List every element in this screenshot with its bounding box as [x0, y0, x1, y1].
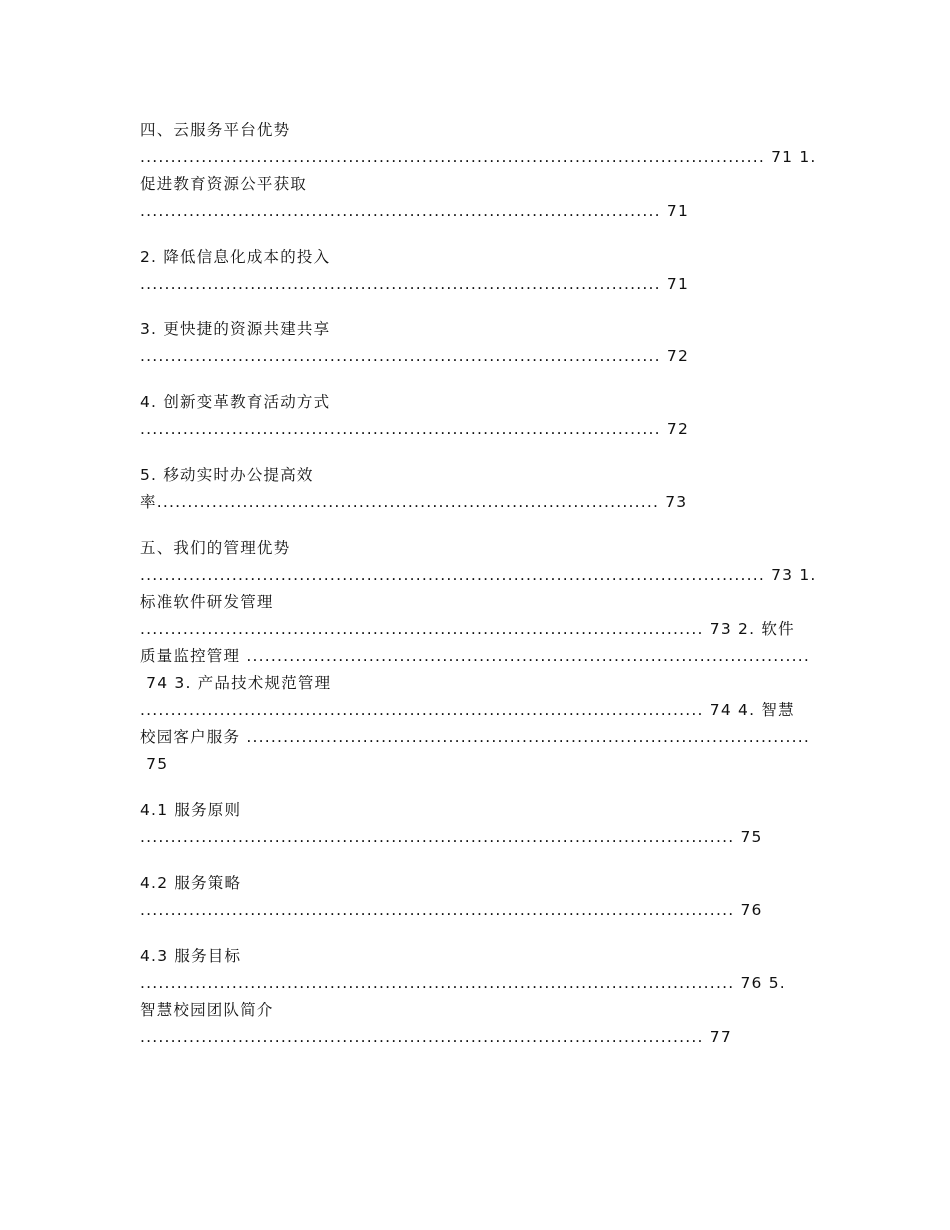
toc-line: 4.2 服务策略: [140, 874, 242, 892]
toc-line: 2. 降低信息化成本的投入: [140, 248, 331, 266]
toc-line: ................................................................................................. 75: [140, 828, 763, 846]
toc-line: ..................................................................................... 71: [140, 202, 690, 220]
toc-line: 5. 移动实时办公提高效: [140, 466, 314, 484]
toc-line: 五、我们的管理优势: [140, 539, 291, 557]
toc-line: 四、云服务平台优势: [140, 121, 291, 139]
toc-line: 校园客户服务 ............................................................................................: [140, 728, 811, 746]
toc-line: 标准软件研发管理: [140, 593, 274, 611]
toc-line: ...................................................................................................... 71 1.: [140, 148, 817, 166]
toc-line: 促进教育资源公平获取: [140, 175, 308, 193]
toc-line: 4.1 服务原则: [140, 801, 242, 819]
toc-line: 率.................................................................................. 73: [140, 493, 688, 511]
toc-line: 质量监控管理 ............................................................................................: [140, 647, 811, 665]
toc-line: 4. 创新变革教育活动方式: [140, 393, 331, 411]
toc-line: 75: [140, 755, 169, 773]
toc-line: ..................................................................................... 72: [140, 347, 690, 365]
toc-line: 74 3. 产品技术规范管理: [140, 674, 332, 692]
toc-line: 4.3 服务目标: [140, 947, 242, 965]
toc-line: ..................................................................................... 72: [140, 420, 690, 438]
toc-line: ............................................................................................ 77: [140, 1028, 732, 1046]
toc-line: ..................................................................................... 71: [140, 275, 690, 293]
toc-line: ...................................................................................................... 73 1.: [140, 566, 817, 584]
toc-line: ................................................................................................. 76: [140, 901, 763, 919]
toc-line: ............................................................................................ 73 2. 软件: [140, 620, 795, 638]
toc-line: 智慧校园团队简介: [140, 1001, 274, 1019]
toc-line: ............................................................................................ 74 4. 智慧: [140, 701, 795, 719]
toc-line: ................................................................................................. 76 5.: [140, 974, 786, 992]
toc-line: 3. 更快捷的资源共建共享: [140, 320, 331, 338]
